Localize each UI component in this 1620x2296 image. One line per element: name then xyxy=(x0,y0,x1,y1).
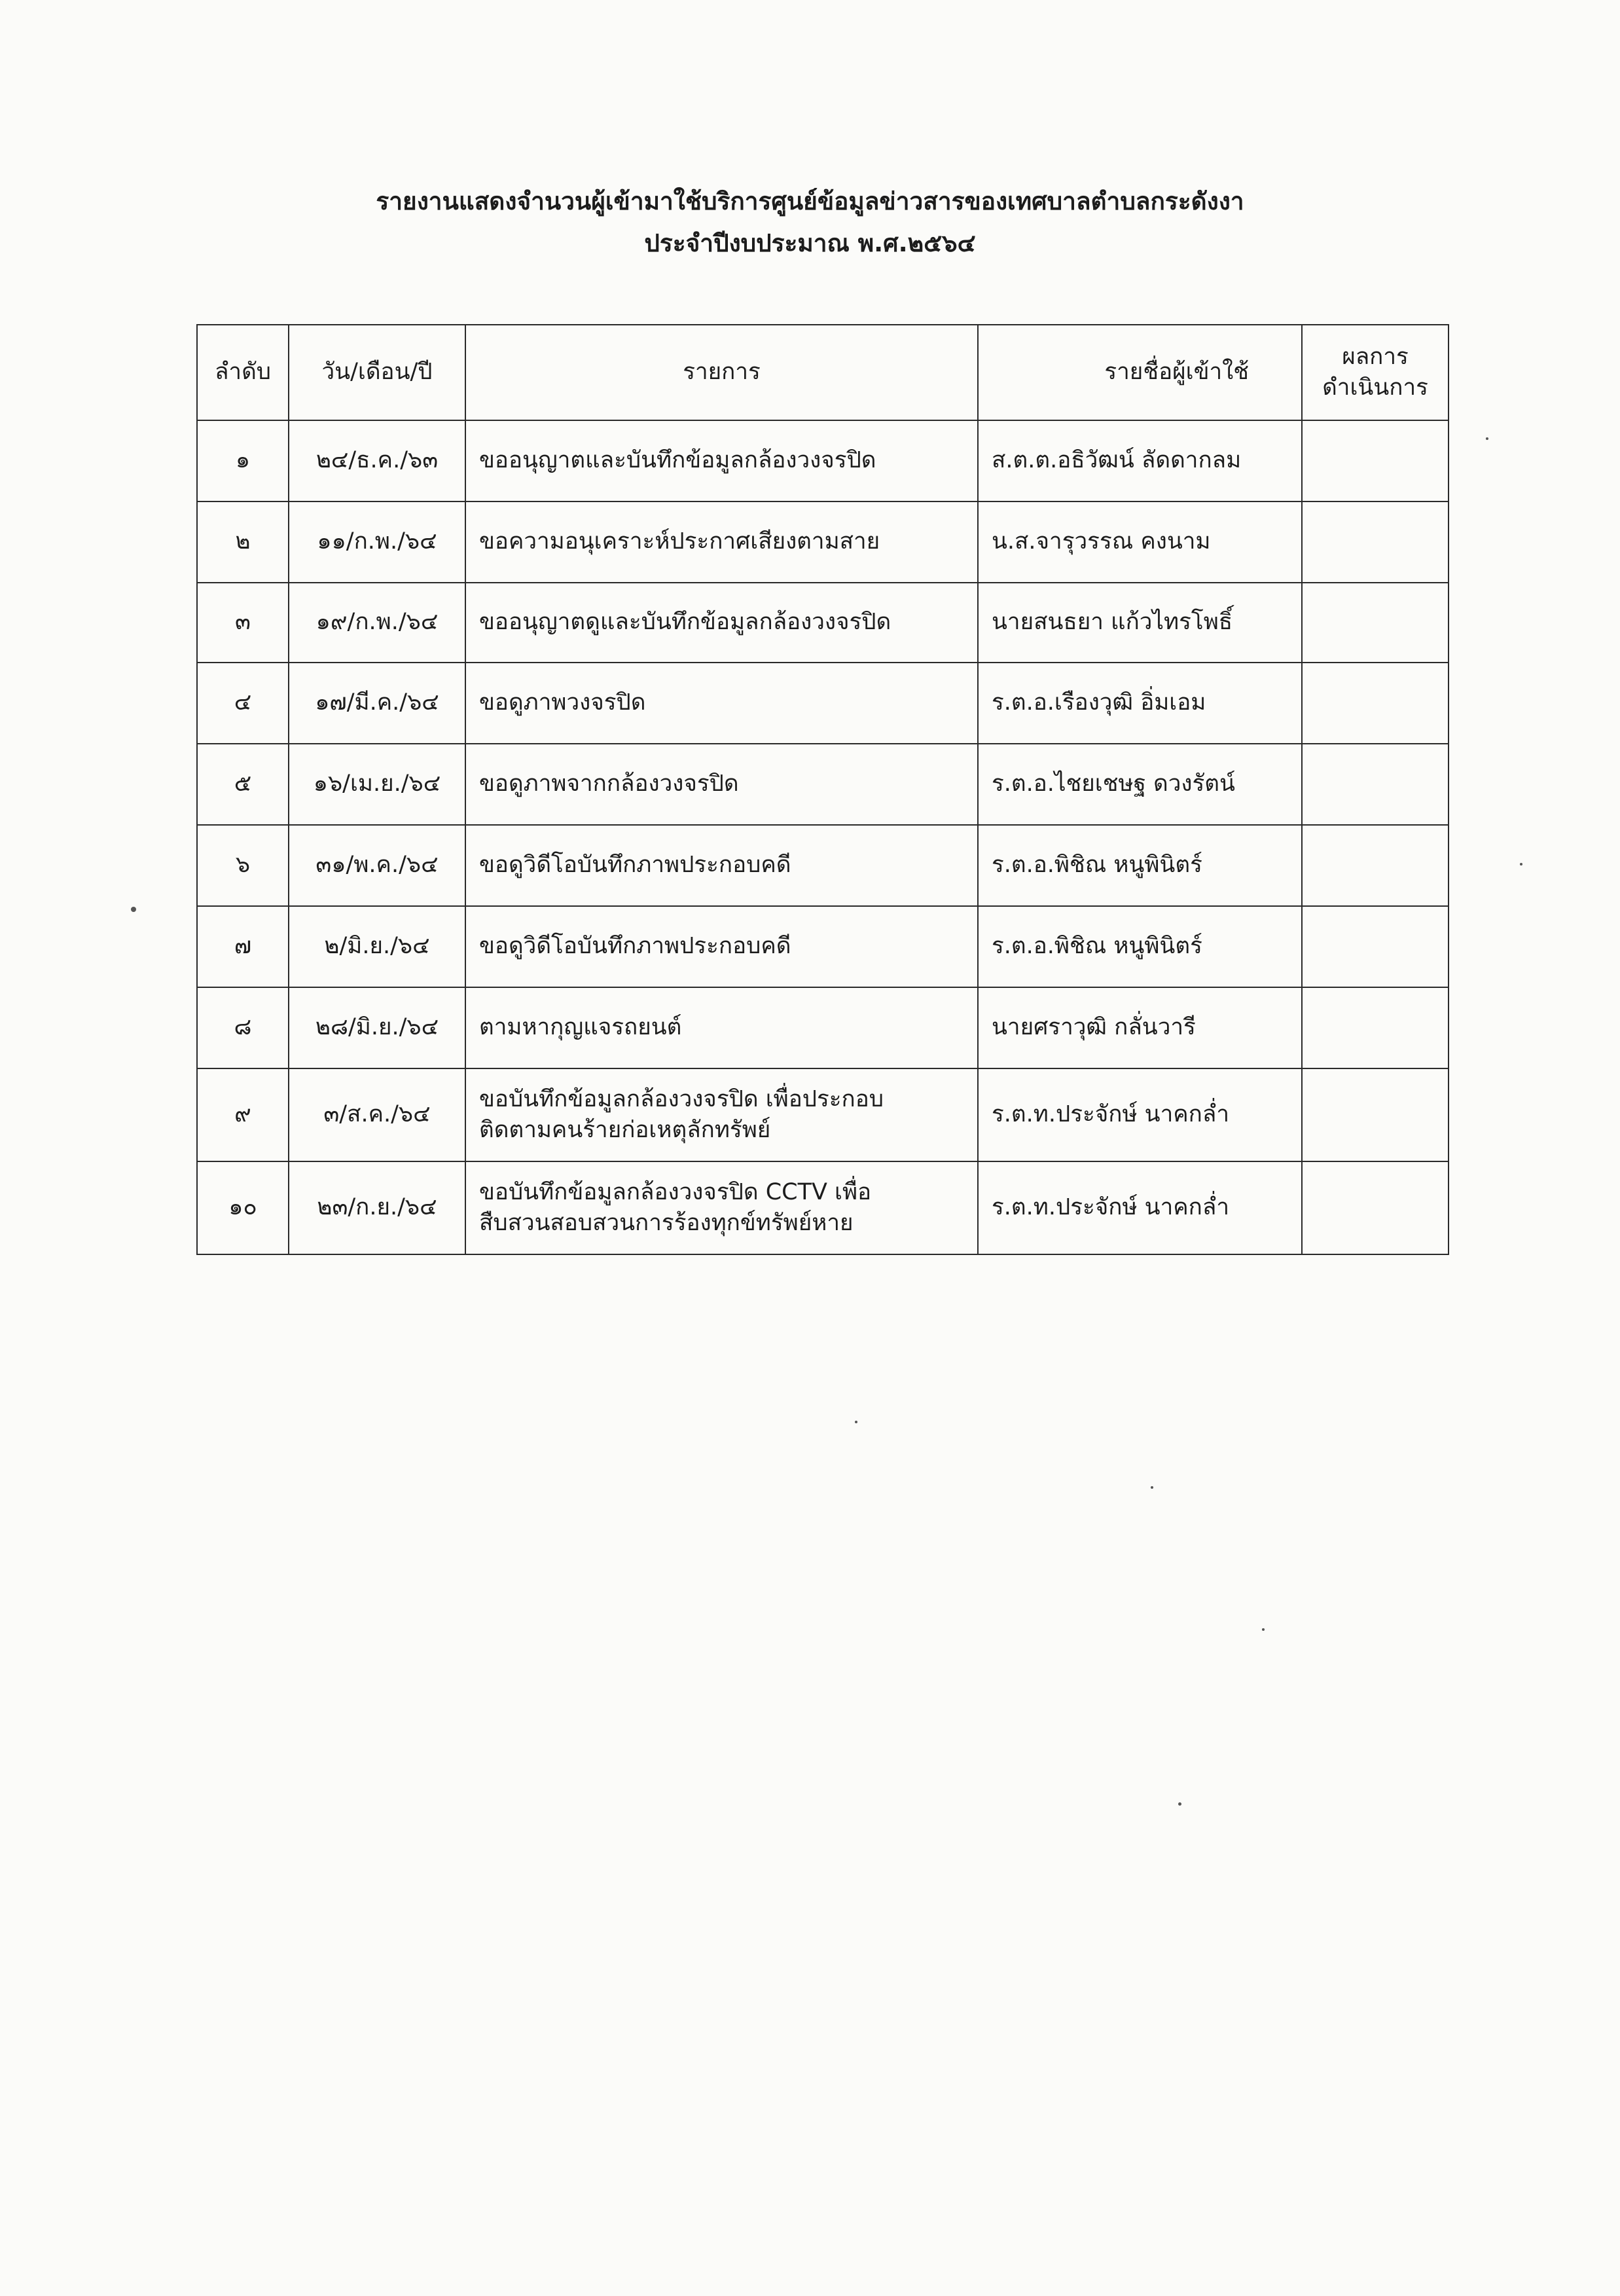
col-header-date: วัน/เดือน/ปี xyxy=(289,325,465,420)
row-date: ๓๑/พ.ค./๖๔ xyxy=(289,825,465,906)
row-date: ๓/ส.ค./๖๔ xyxy=(289,1068,465,1161)
row-result xyxy=(1302,987,1449,1068)
table-row xyxy=(197,501,1449,583)
row-number: ๑ xyxy=(197,420,289,501)
row-item xyxy=(465,501,978,583)
table-row xyxy=(197,583,1449,663)
row-item xyxy=(465,1161,978,1254)
report-subtitle: ประจำปีงบประมาณ พ.ศ.๒๕๖๔ xyxy=(644,229,976,257)
row-date: ๑๙/ก.พ./๖๔ xyxy=(289,583,465,663)
row-user: ร.ต.ท.ประจักษ์ นาคกล่ำ xyxy=(978,1068,1302,1161)
row-result xyxy=(1302,744,1449,825)
report-table xyxy=(196,324,1449,1255)
row-item xyxy=(465,663,978,744)
table-row xyxy=(197,1068,1449,1161)
row-item-line2: ติดตามคนร้ายก่อเหตุลักทรัพย์ xyxy=(479,1117,771,1143)
scan-speck xyxy=(855,1421,857,1423)
table-row xyxy=(197,420,1449,501)
row-item-line1: ขอบันทึกข้อมูลกล้องวงจรปิด เพื่อประกอบ xyxy=(479,1085,884,1112)
row-user: ร.ต.ท.ประจักษ์ นาคกล่ำ xyxy=(978,1161,1302,1254)
row-user: ร.ต.อ.พิชิณ หนูพินิตร์ xyxy=(978,825,1302,906)
scan-speck xyxy=(1178,1802,1181,1806)
row-number: ๖ xyxy=(197,825,289,906)
row-date: ๒๘/มิ.ย./๖๔ xyxy=(289,987,465,1068)
row-item-line1: ขอดูวิดีโอบันทึกภาพประกอบคดี xyxy=(479,933,791,960)
row-number: ๘ xyxy=(197,987,289,1068)
row-item xyxy=(465,825,978,906)
row-item xyxy=(465,420,978,501)
table-row xyxy=(197,1161,1449,1254)
row-item-line1: ขออนุญาตและบันทึกข้อมูลกล้องวงจรปิด xyxy=(479,447,876,474)
row-date: ๒/มิ.ย./๖๔ xyxy=(289,906,465,987)
row-item-line1: ตามหากุญแจรถยนต์ xyxy=(479,1014,682,1041)
scan-speck xyxy=(1520,863,1522,866)
scan-speck xyxy=(1262,1628,1265,1631)
row-date: ๑๗/มี.ค./๖๔ xyxy=(289,663,465,744)
row-item xyxy=(465,987,978,1068)
row-item xyxy=(465,1068,978,1161)
table-row xyxy=(197,663,1449,744)
table-row xyxy=(197,906,1449,987)
row-result xyxy=(1302,663,1449,744)
row-item xyxy=(465,906,978,987)
row-item-line1: ขอดูภาพจากกล้องวงจรปิด xyxy=(479,771,739,797)
col-header-result xyxy=(1302,325,1449,420)
row-number: ๙ xyxy=(197,1068,289,1161)
row-item-line1: ขออนุญาตดูและบันทึกข้อมูลกล้องวงจรปิด xyxy=(479,609,891,636)
row-item xyxy=(465,744,978,825)
row-result xyxy=(1302,906,1449,987)
row-date: ๒๔/ธ.ค./๖๓ xyxy=(289,420,465,501)
header-row xyxy=(197,325,1449,420)
row-item-line1: ขอดูภาพวงจรปิด xyxy=(479,689,646,716)
row-user: ร.ต.อ.ไชยเชษฐ ดวงรัตน์ xyxy=(978,744,1302,825)
row-user: นายศราวุฒิ กลั่นวารี xyxy=(978,987,1302,1068)
row-result xyxy=(1302,501,1449,583)
row-user: ร.ต.อ.เรืองวุฒิ อิ่มเอม xyxy=(978,663,1302,744)
scan-speck xyxy=(1486,437,1488,440)
col-header-no: ลำดับ xyxy=(197,325,289,420)
row-item-line1: ขอความอนุเคราะห์ประกาศเสียงตามสาย xyxy=(479,528,880,555)
row-user: ร.ต.อ.พิชิณ หนูพินิตร์ xyxy=(978,906,1302,987)
row-item xyxy=(465,583,978,663)
row-number: ๔ xyxy=(197,663,289,744)
scan-speck xyxy=(1151,1486,1153,1489)
row-date: ๑๖/เม.ย./๖๔ xyxy=(289,744,465,825)
row-date: ๒๓/ก.ย./๖๔ xyxy=(289,1161,465,1254)
row-result xyxy=(1302,825,1449,906)
row-user: นายสนธยา แก้วไทรโพธิ์ xyxy=(978,583,1302,663)
row-result xyxy=(1302,1068,1449,1161)
table-row xyxy=(197,987,1449,1068)
row-user: น.ส.จารุวรรณ คงนาม xyxy=(978,501,1302,583)
col-header-user: รายชื่อผู้เข้าใช้ xyxy=(978,325,1302,420)
report-title: รายงานแสดงจำนวนผู้เข้ามาใช้บริการศูนย์ข้อมูลข่าวสารของเทศบาลตำบลกระดังงา xyxy=(376,187,1244,215)
table-body xyxy=(197,420,1449,1254)
row-item-line2: สืบสวนสอบสวนการร้องทุกข์ทรัพย์หาย xyxy=(479,1210,854,1236)
col-header-result-line2: ดำเนินการ xyxy=(1322,374,1428,401)
table-row xyxy=(197,825,1449,906)
row-result xyxy=(1302,420,1449,501)
row-result xyxy=(1302,583,1449,663)
row-number: ๕ xyxy=(197,744,289,825)
row-result xyxy=(1302,1161,1449,1254)
col-header-result-line1: ผลการ xyxy=(1342,343,1409,370)
table-row xyxy=(197,744,1449,825)
row-number: ๗ xyxy=(197,906,289,987)
col-header-item: รายการ xyxy=(465,325,978,420)
row-number: ๒ xyxy=(197,501,289,583)
scan-speck xyxy=(131,907,136,912)
row-number: ๑๐ xyxy=(197,1161,289,1254)
row-user: ส.ต.ต.อธิวัฒน์ ลัดดากลม xyxy=(978,420,1302,501)
row-number: ๓ xyxy=(197,583,289,663)
row-date: ๑๑/ก.พ./๖๔ xyxy=(289,501,465,583)
row-item-line1: ขอบันทึกข้อมูลกล้องวงจรปิด CCTV เพื่อ xyxy=(479,1178,872,1205)
row-item-line1: ขอดูวิดีโอบันทึกภาพประกอบคดี xyxy=(479,852,791,879)
